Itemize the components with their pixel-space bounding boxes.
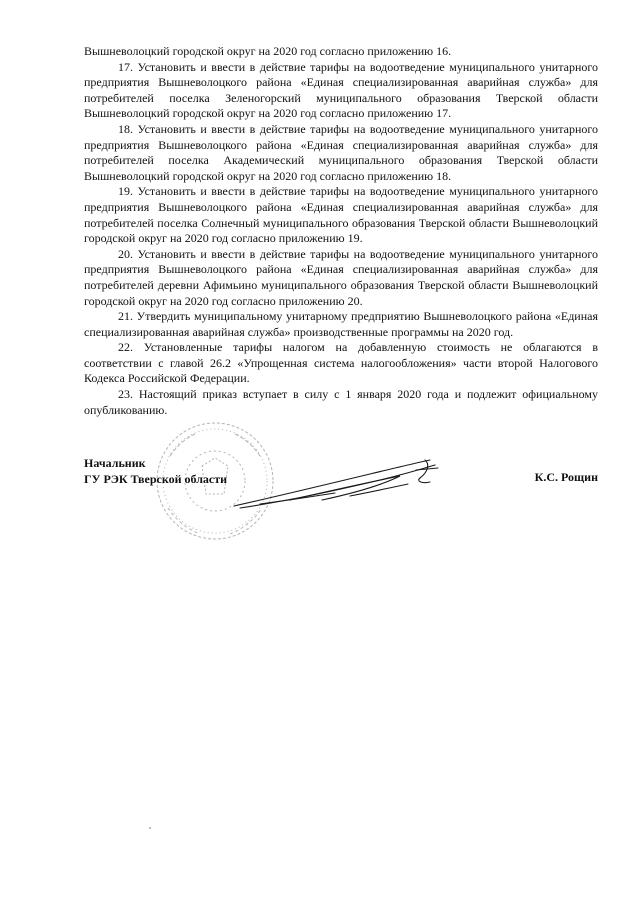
paragraph-20: 20. Установить и ввести в действие тарифы на водоотведение муниципального унитарного предприятия Вышневолоцкого района «Единая специализированная аварийная служба» для потребителей деревни Афимьино муниципального образования Тверской области Вышневолоцкий городской округ на 2020 год согласно приложению 20.	[84, 246, 598, 308]
paragraph-18: 18. Установить и ввести в действие тарифы на водоотведение муниципального унитарного предприятия Вышневолоцкого района «Единая специализированная аварийная служба» для потребителей поселка Академический муниципального образования Тверской области Вышневолоцкий городской округ на 2020 год согласно приложению 18.	[84, 121, 598, 183]
signer-position	[84, 455, 227, 487]
paragraph-23: 23. Настоящий приказ вступает в силу с 1 января 2020 года и подлежит официальному опубликованию.	[84, 387, 598, 417]
handwritten-signature-icon	[230, 456, 445, 516]
position-line-2: ГУ РЭК Тверской области	[84, 472, 228, 486]
paragraph-16-tail: Вышневолоцкий городской округ на 2020 год согласно приложению 16.	[84, 44, 452, 58]
paragraph-22: 22. Установленные тарифы налогом на добавленную стоимость не облагаются в соответствии с главой 26.2 «Упрощенная система налогообложения» части второй Налогового Кодекса Российской Федерации.	[84, 340, 598, 386]
position-line-1: Начальник	[84, 456, 146, 470]
scan-speck	[149, 827, 151, 829]
paragraph-17: 17. Установить и ввести в действие тарифы на водоотведение муниципального унитарного предприятия Вышневолоцкого района «Единая специализированная аварийная служба» для потребителей поселка Зеленогорский муниципального образования Тверской области Вышневолоцкий городской округ на 2020 год согласно приложению 17.	[84, 59, 598, 121]
paragraph-21: 21. Утвердить муниципальному унитарному предприятию Вышневолоцкого района «Единая специализированная аварийная служба» производственные программы на 2020 год.	[84, 309, 598, 339]
signer-name: К.С. Рощин	[534, 470, 598, 484]
document-body	[84, 44, 598, 418]
paragraph-19: 19. Установить и ввести в действие тарифы на водоотведение муниципального унитарного предприятия Вышневолоцкого района «Единая специализированная аварийная служба» для потребителей поселка Солнечный муниципального образования Тверской области Вышневолоцкий городской округ на 2020 год согласно приложению 19.	[84, 184, 598, 246]
